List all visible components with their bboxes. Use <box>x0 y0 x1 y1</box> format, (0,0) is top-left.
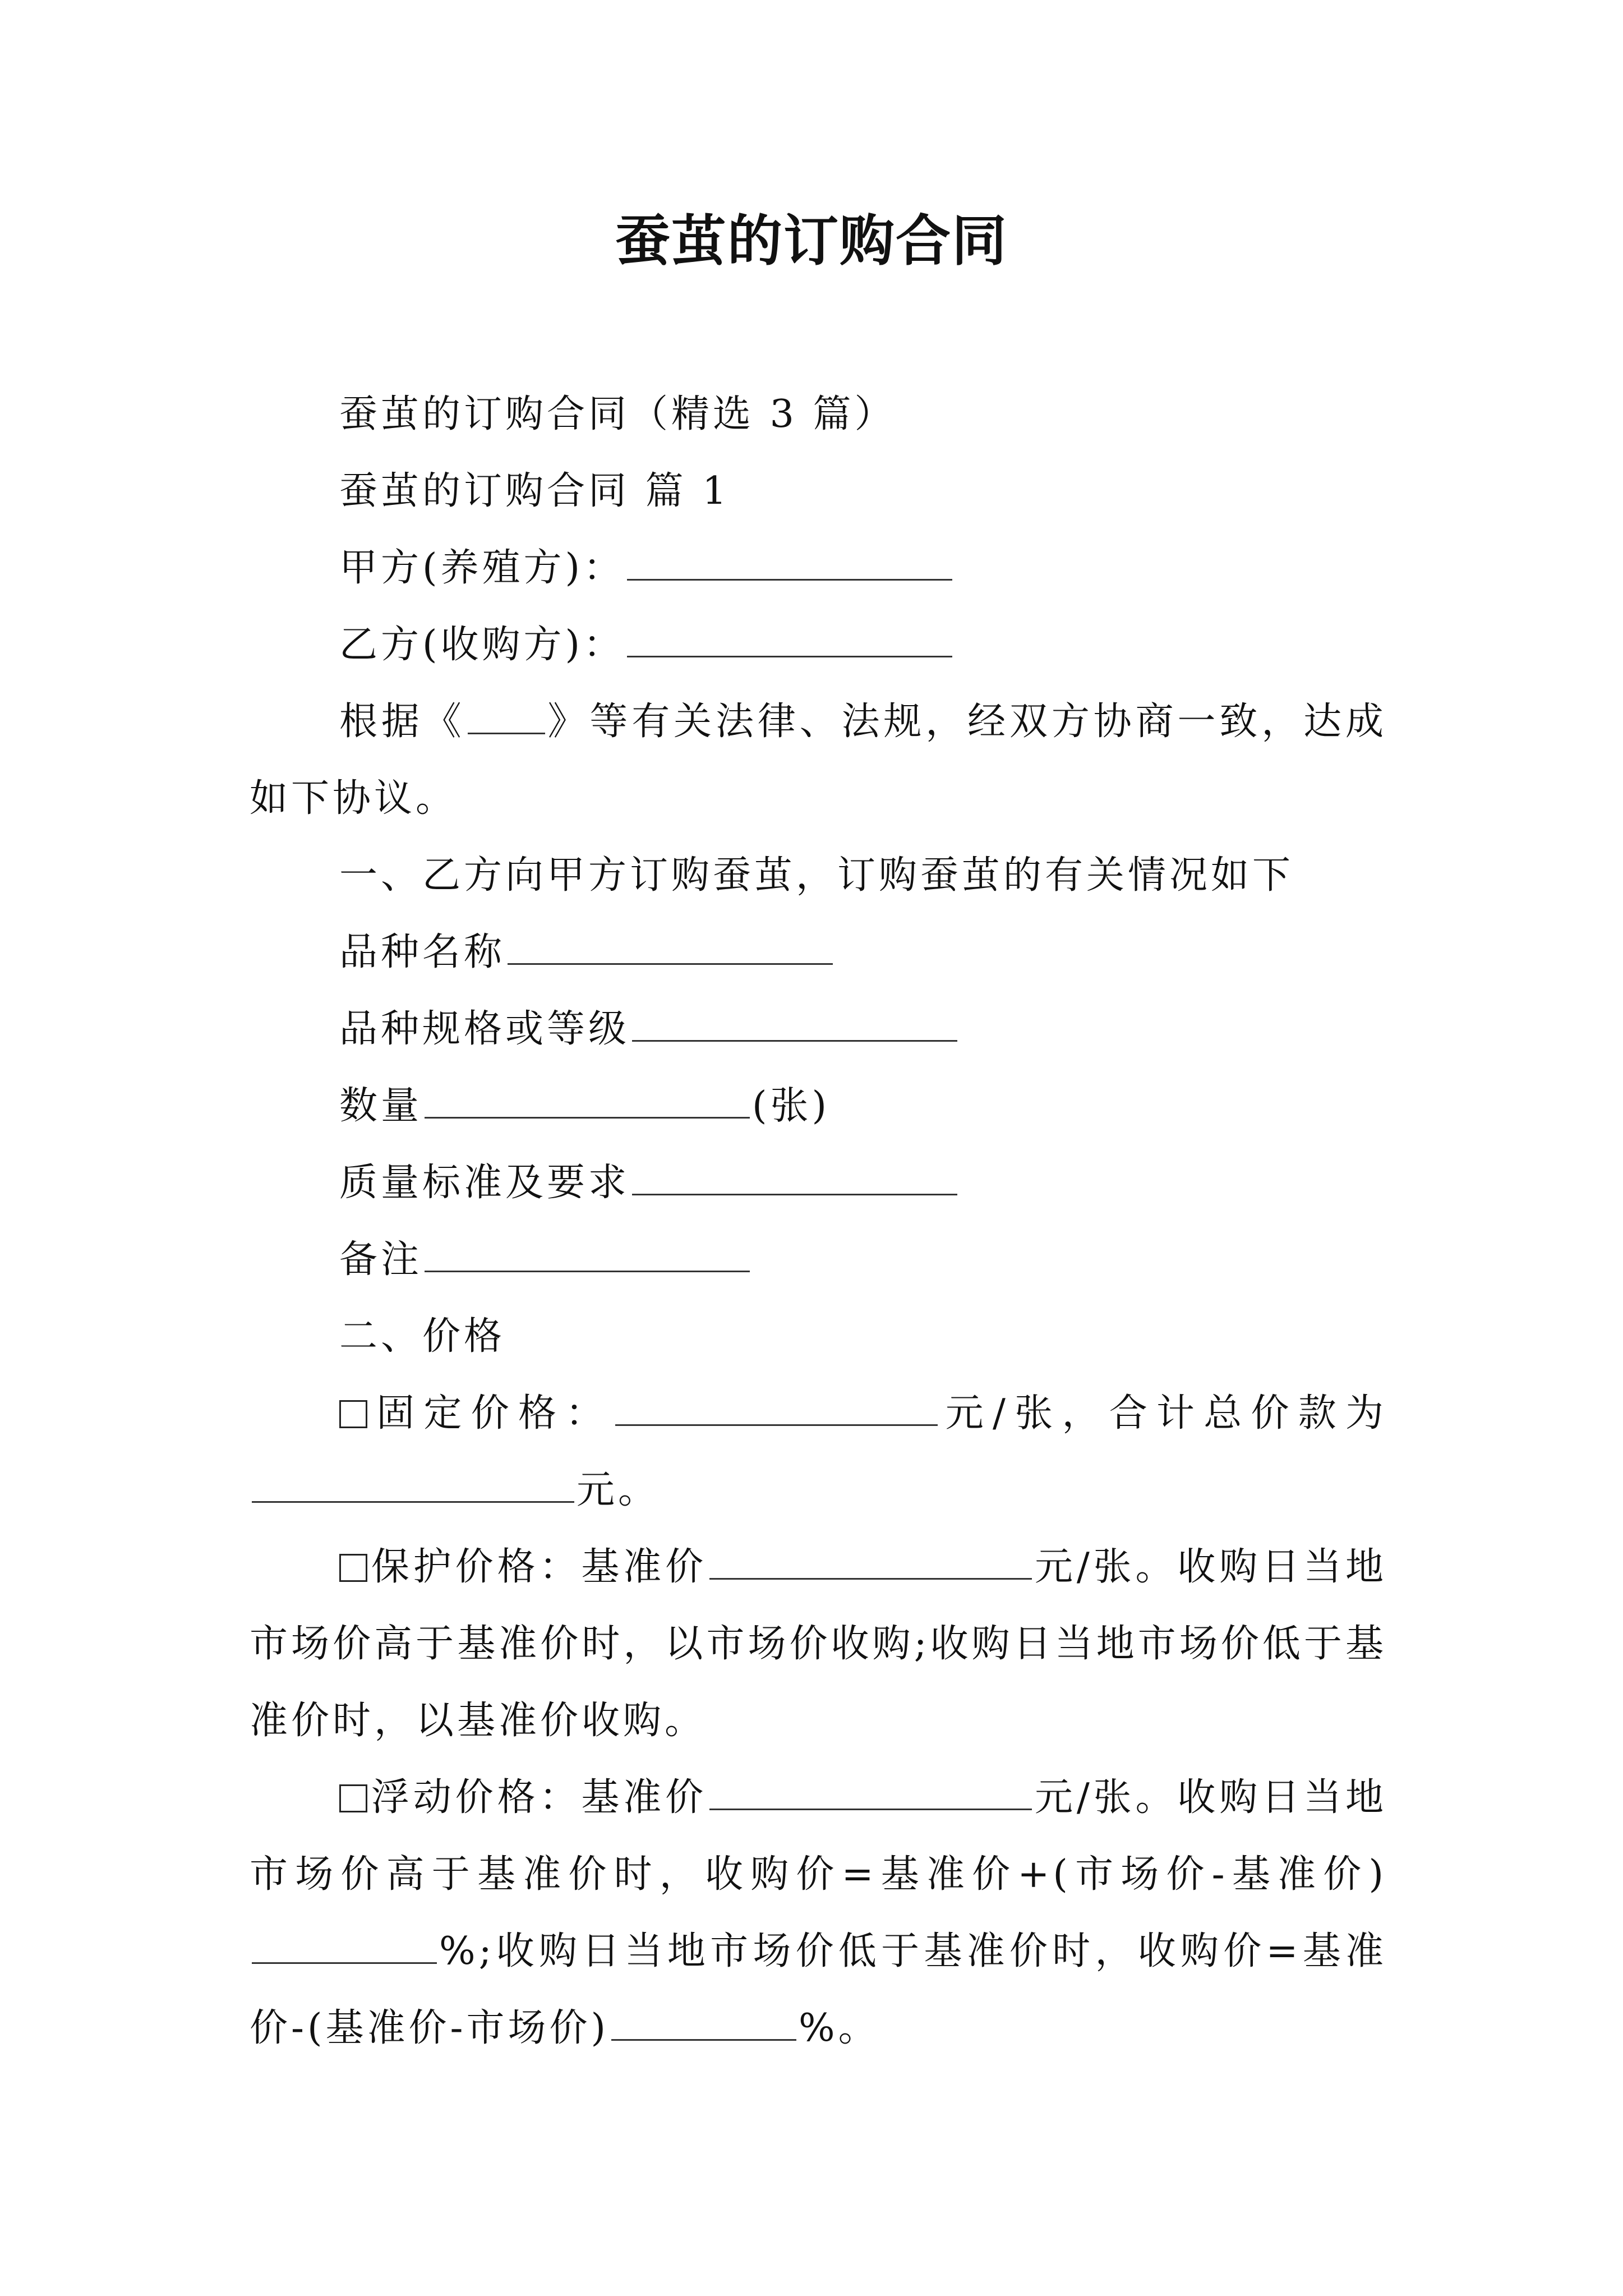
law-name-blank <box>468 699 545 734</box>
clause1-heading: 一、乙方向甲方订购蚕茧，订购蚕茧的有关情况如下 <box>339 853 1294 898</box>
document-title: 蚕茧的订购合同 <box>615 209 1008 273</box>
party-a-blank <box>627 545 952 581</box>
document-body <box>250 376 1387 2067</box>
remarks-line: 备注 <box>250 1221 1387 1298</box>
quantity-blank <box>425 1083 750 1119</box>
floating-price-paragraph: 浮动价格：基准价 元/张。收购日当地市场价高于基准价时，收购价=基准价+(市场价-基准价)%;收购日当地市场价低于基准价时，收购价=基准价-(基准价-市场价) %。 <box>250 1775 1387 2050</box>
party-b-label: 乙方(收购方)： <box>339 623 625 667</box>
protected-price-checkbox[interactable] <box>339 1554 367 1582</box>
floating-down-percent-blank <box>611 2005 796 2041</box>
fixed-price-blank <box>615 1391 938 1426</box>
basis-paragraph: 根据《 》等有关法律、法规，经双方协商一致，达成如下协议。 <box>250 700 1387 821</box>
party-b-line <box>250 606 1387 683</box>
variety-name-blank <box>508 930 833 965</box>
fixed-price-checkbox[interactable] <box>339 1400 367 1428</box>
quantity-line: 数量 (张) <box>339 1084 831 1128</box>
document-subtitle: 蚕茧的订购合同（精选 3 篇） <box>339 392 896 436</box>
remarks-blank <box>425 1237 750 1272</box>
protected-base-price-blank <box>709 1544 1032 1580</box>
variety-spec-line: 品种规格或等级 <box>250 991 1387 1068</box>
section-heading: 蚕茧的订购合同 篇 1 <box>339 469 730 513</box>
party-b-blank <box>627 622 952 657</box>
variety-spec-blank <box>632 1006 957 1042</box>
floating-up-percent-blank <box>252 1929 437 1964</box>
quality-line: 质量标准及要求 <box>250 1144 1387 1221</box>
party-a-label: 甲方(养殖方)： <box>339 546 625 590</box>
clause2-heading: 二、价格 <box>339 1314 506 1359</box>
total-price-blank <box>252 1467 574 1503</box>
floating-base-price-blank <box>709 1775 1032 1810</box>
quality-blank <box>632 1160 957 1195</box>
variety-name-line: 品种名称 <box>250 914 1387 991</box>
fixed-price-paragraph: 固定价格： 元/张，合计总价款为元。 <box>250 1375 1387 1529</box>
party-a-line <box>250 530 1387 606</box>
floating-price-checkbox[interactable] <box>339 1784 367 1812</box>
protected-price-paragraph: 保护价格：基准价 元/张。收购日当地市场价高于基准价时，以市场价收购;收购日当地市场价低于基准价时，以基准价收购。 <box>250 1545 1387 1743</box>
